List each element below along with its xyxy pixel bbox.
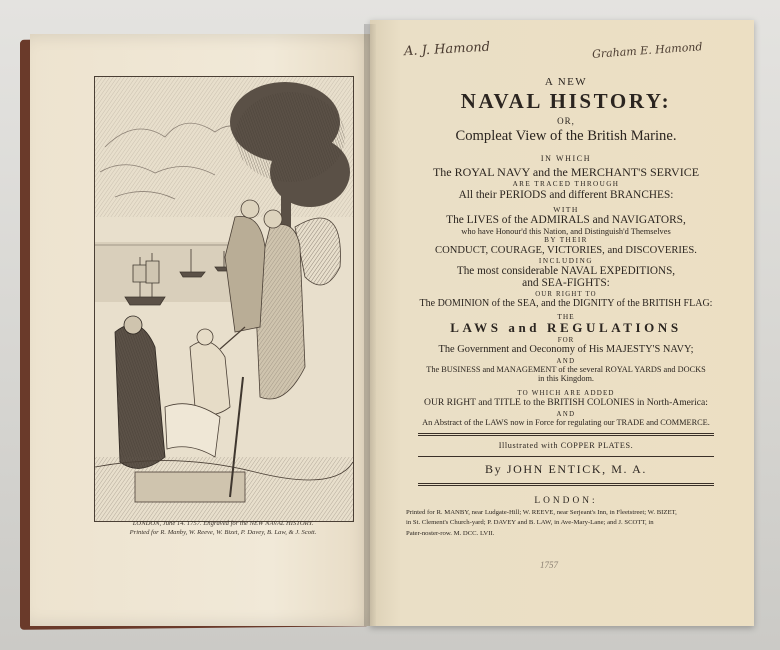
line-with: WITH — [553, 205, 579, 214]
line-sea-fights: and SEA-FIGHTS: — [522, 277, 610, 289]
line-kingdom: in this Kingdom. — [537, 374, 594, 383]
line-honour: who have Honour'd this Nation, and Distinguish'd Themselves — [461, 227, 671, 236]
caption-line-2: Printed for R. Manby, W. Reeve, W. Bizet, P. Davey, B. Law, & J. Scott. — [129, 528, 317, 536]
frontispiece-caption — [88, 520, 358, 538]
line-our-right-to: OUR RIGHT TO — [535, 291, 597, 298]
line-illustrated: Illustrated with COPPER PLATES. — [498, 441, 634, 450]
owner-signature-right: Graham E. Hamond — [591, 40, 703, 61]
line-are-traced: ARE TRACED THROUGH — [512, 180, 620, 188]
rule-divider-3 — [418, 483, 714, 486]
title-or: OR, — [557, 116, 575, 126]
line-by-their: BY THEIR — [544, 236, 588, 244]
title-page-text — [404, 70, 728, 539]
line-laws: LAWS and REGULATIONS — [450, 320, 682, 335]
line-lives: The LIVES of the ADMIRALS and NAVIGATORS, — [446, 214, 686, 226]
line-abstract: An Abstract of the LAWS now in Force for regulating our TRADE and COMMERCE. — [422, 418, 710, 427]
imprint-line-1: Printed for R. MANBY, near Ludgate-Hill; W. REEVE, near Serjeant's Inn, in Fleetstreet; W. BIZET, — [406, 509, 677, 516]
line-our-title: OUR RIGHT and TITLE to the BRITISH COLONIES in North-America: — [424, 397, 708, 408]
imprint-line-3: Pater-noster-row. M. DCC. LVII. — [406, 529, 495, 537]
book-gutter — [364, 24, 376, 626]
pencil-date-note: 1757 — [540, 560, 558, 570]
imprint-line-2: in St. Clement's Church-yard; P. DAVEY and B. LAW, in Ave-Mary-Lane; and J. SCOTT, in — [406, 519, 654, 527]
line-periods: All their PERIODS and different BRANCHES: — [458, 189, 674, 201]
line-conduct: CONDUCT, COURAGE, VICTORIES, and DISCOVERIES. — [435, 245, 697, 256]
title-naval-history: NAVAL HISTORY: — [460, 89, 672, 113]
line-london: LONDON: — [534, 496, 598, 506]
imprint — [404, 508, 728, 539]
line-and-2: AND — [556, 411, 576, 418]
owner-signature-left: A. J. Hamond — [403, 39, 491, 60]
line-for: FOR — [557, 336, 575, 344]
line-government: The Government and Oeconomy of His MAJESTY'S NAVY; — [438, 344, 694, 355]
line-author: By JOHN ENTICK, M. A. — [485, 462, 647, 476]
subtitle-compleat-view: Compleat View of the British Marine. — [455, 128, 677, 144]
line-including: INCLUDING — [538, 257, 594, 265]
line-the: THE — [557, 312, 575, 321]
line-expeditions: The most considerable NAVAL EXPEDITIONS, — [456, 265, 676, 277]
caption-line-1: LONDON, June 14. 1757. Engraved for the NEW NAVAL HISTORY. — [132, 520, 314, 527]
line-to-which-added: TO WHICH ARE ADDED — [517, 389, 615, 397]
line-in-which: IN WHICH — [540, 154, 592, 163]
frontispiece-engraving — [94, 76, 354, 522]
rule-divider-2 — [418, 456, 714, 457]
title-a-new: A NEW — [544, 76, 588, 88]
line-dominion: The DOMINION of the SEA, and the DIGNITY of the BRITISH FLAG: — [419, 298, 713, 309]
line-and-1: AND — [556, 358, 576, 365]
line-royal-navy: The ROYAL NAVY and the MERCHANT'S SERVICE — [432, 165, 700, 179]
line-business: The BUSINESS and MANAGEMENT of the several ROYAL YARDS and DOCKS — [426, 365, 706, 374]
rule-divider-1 — [418, 433, 714, 436]
